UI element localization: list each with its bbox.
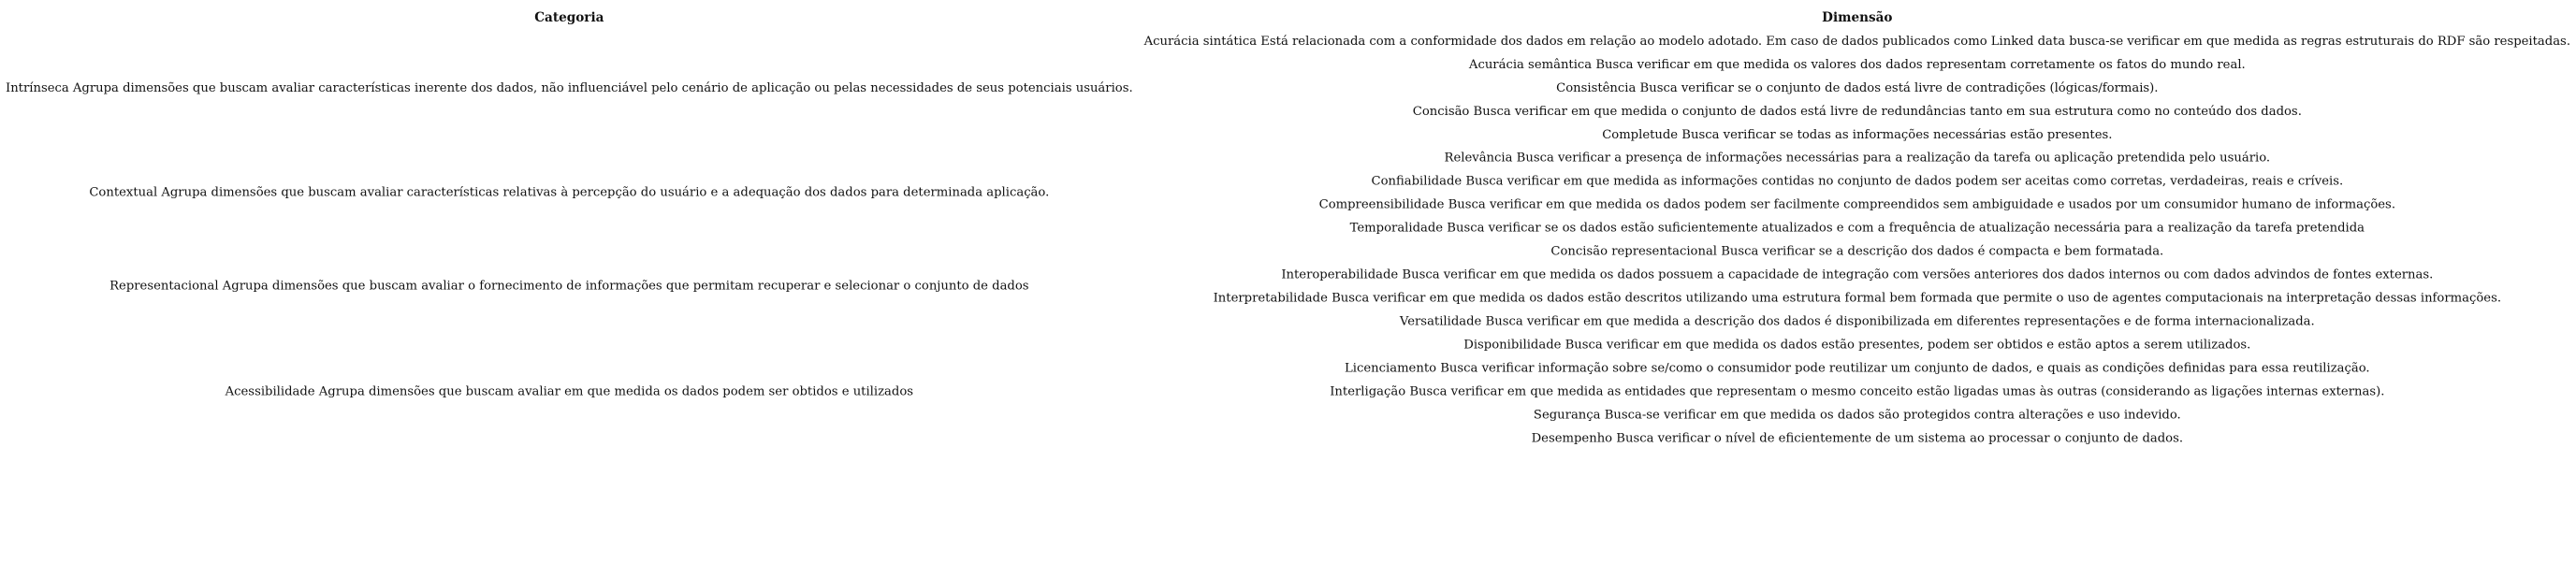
category-name: Intrínseca: [5, 80, 69, 95]
category-cell-acessibilidade: [0, 333, 1139, 450]
header-categoria: Categoria: [534, 9, 604, 25]
table-row: [0, 240, 2576, 264]
table-header-row: [0, 6, 2576, 30]
dimension-cell: [1139, 77, 2576, 100]
dimension-name: Disponibilidade: [1463, 338, 1562, 352]
table-row: [0, 30, 2576, 53]
category-description: Agrupa dimensões que buscam avaliar o fornecimento de informações que permitam recuperar e selecionar o conjunto de dados: [222, 279, 1029, 294]
dimension-description: Busca verificar em que medida as entidades que representam o mesmo conceito estão ligadas umas às outras (considerando as ligações internas externas).: [1409, 383, 2385, 398]
dimension-description: Busca verificar em que medida os dados possuem a capacidade de integração com versões anteriores dos dados internos ou com dados advindos de fontes externas.: [1402, 267, 2434, 282]
dimension-cell: [1139, 333, 2576, 356]
dimension-name: Licenciamento: [1345, 360, 1437, 375]
dimension-description: Busca verificar se todas as informações necessárias estão presentes.: [1681, 127, 2113, 142]
dimension-name: Desempenho: [1531, 430, 1613, 445]
dimension-cell: [1139, 426, 2576, 450]
dimension-description: Está relacionada com a conformidade dos dados em relação ao modelo adotado. Em caso de dados publicados como Linked data busca-se verificar em que medida as regras estruturais do RDF são respeitadas.: [1260, 34, 2571, 49]
dimension-name: Segurança: [1533, 407, 1601, 422]
dimension-cell: [1139, 240, 2576, 264]
dimension-description: Busca verificar se o conjunto de dados está livre de contradições (lógicas/formais).: [1639, 80, 2159, 95]
dimension-cell: [1139, 356, 2576, 380]
dimension-description: Busca-se verificar em que medida os dados são protegidos contra alterações e uso indevido.: [1604, 407, 2181, 422]
category-cell-representacional: [0, 240, 1139, 334]
dimension-name: Concisão representacional: [1550, 244, 1718, 259]
dimension-name: Completude: [1602, 127, 1679, 142]
quality-dimensions-table: [0, 6, 2576, 450]
dimension-cell: [1139, 170, 2576, 194]
dimension-cell: [1139, 194, 2576, 217]
table-row: [0, 147, 2576, 170]
dimension-name: Compreensibilidade: [1318, 197, 1445, 212]
category-description: Agrupa dimensões que buscam avaliar em que medida os dados podem ser obtidos e utilizados: [318, 383, 914, 398]
dimension-description: Busca verificar em que medida os dados estão presentes, podem ser obtidos e estão aptos a serem utilizados.: [1565, 338, 2251, 352]
dimension-name: Interpretabilidade: [1213, 291, 1328, 306]
category-name: Acessibilidade: [225, 383, 315, 398]
category-name: Representacional: [109, 279, 219, 294]
dimension-description: Busca verificar em que medida o conjunto de dados está livre de redundâncias tanto em sua estrutura como no conteúdo dos dados.: [1473, 104, 2302, 119]
dimension-cell: [1139, 217, 2576, 240]
dimension-cell: [1139, 53, 2576, 77]
dimension-description: Busca verificar em que medida os dados podem ser facilmente compreendidos sem ambiguidade e usados por um consumidor humano de informações.: [1448, 197, 2396, 212]
dimension-name: Concisão: [1412, 104, 1470, 119]
dimension-name: Temporalidade: [1349, 221, 1444, 236]
dimension-name: Interoperabilidade: [1281, 267, 1399, 282]
dimension-cell: [1139, 100, 2576, 123]
dimension-description: Busca verificar informação sobre se/como o consumidor pode reutilizar um conjunto de dados, e quais as condições definidas para essa reutilização.: [1440, 360, 2370, 375]
dimension-cell: [1139, 147, 2576, 170]
dimension-cell: [1139, 380, 2576, 403]
table-row: [0, 333, 2576, 356]
dimension-description: Busca verificar o nível de eficientemente de um sistema ao processar o conjunto de dados.: [1616, 430, 2184, 445]
dimension-cell: [1139, 123, 2576, 147]
dimension-cell: [1139, 287, 2576, 310]
dimension-name: Versatilidade: [1399, 314, 1482, 329]
category-cell-contextual: [0, 147, 1139, 240]
dimension-cell: [1139, 310, 2576, 333]
category-name: Contextual: [89, 185, 158, 200]
dimension-name: Interligação: [1330, 383, 1406, 398]
category-description: Agrupa dimensões que buscam avaliar características relativas à percepção do usuário e a adequação dos dados para determinada aplicação.: [161, 185, 1050, 200]
dimension-name: Consistência: [1556, 80, 1637, 95]
dimension-description: Busca verificar se a descrição dos dados é compacta e bem formatada.: [1721, 244, 2164, 259]
dimension-name: Relevância: [1444, 151, 1513, 166]
dimension-cell: [1139, 30, 2576, 53]
dimension-description: Busca verificar a presença de informações necessárias para a realização da tarefa ou aplicação pretendida pelo usuário.: [1516, 151, 2271, 166]
dimension-cell: [1139, 403, 2576, 426]
dimension-description: Busca verificar em que medida as informações contidas no conjunto de dados podem ser aceitas como corretas, verdadeiras, reais e críveis.: [1465, 174, 2344, 189]
dimension-description: Busca verificar se os dados estão suficientemente atualizados e com a frequência de atualização necessária para a realização da tarefa pretendida: [1447, 221, 2365, 236]
dimension-cell: [1139, 264, 2576, 287]
dimension-name: Confiabilidade: [1371, 174, 1463, 189]
dimension-name: Acurácia sintática: [1143, 34, 1258, 49]
category-description: Agrupa dimensões que buscam avaliar características inerente dos dados, não influenciável pelo cenário de aplicação ou pelas necessidades de seus potenciais usuários.: [72, 80, 1133, 95]
category-cell-intrinseca: [0, 30, 1139, 147]
dimension-name: Acurácia semântica: [1468, 57, 1593, 72]
dimension-description: Busca verificar em que medida os dados estão descritos utilizando uma estrutura formal bem formada que permite o uso de agentes computacionais na interpretação dessas informações.: [1332, 291, 2502, 306]
dimension-description: Busca verificar em que medida os valores dos dados representam corretamente os fatos do mundo real.: [1595, 57, 2246, 72]
header-dimensao: Dimensão: [1822, 9, 1893, 25]
dimension-description: Busca verificar em que medida a descrição dos dados é disponibilizada em diferentes representações e de forma internacionalizada.: [1485, 314, 2315, 329]
